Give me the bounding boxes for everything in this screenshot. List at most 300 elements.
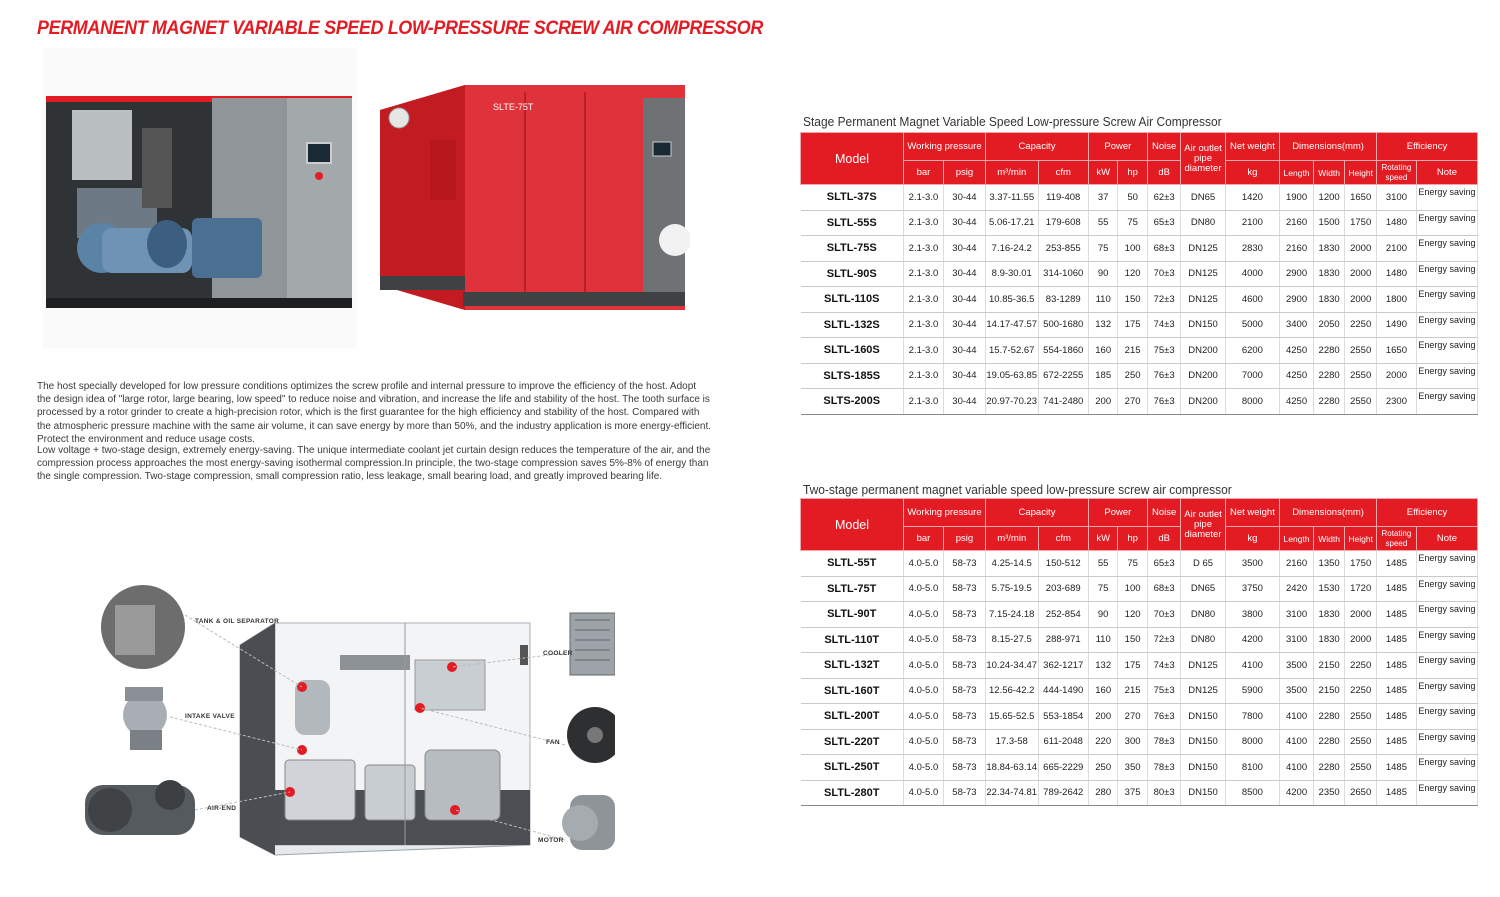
table-cell: 30-44 bbox=[943, 312, 985, 338]
table-cell: 2.1-3.0 bbox=[904, 338, 944, 364]
table-cell: DN200 bbox=[1181, 338, 1225, 364]
col-note: Note bbox=[1416, 161, 1477, 185]
table-cell: 10.24-34.47 bbox=[985, 653, 1038, 679]
table-cell: 1830 bbox=[1313, 627, 1345, 653]
table-cell: 2550 bbox=[1345, 389, 1377, 415]
table-cell: 215 bbox=[1118, 678, 1147, 704]
table-cell: Energy saving bbox=[1416, 236, 1477, 262]
table-cell: 3500 bbox=[1280, 653, 1314, 679]
table-cell: 672-2255 bbox=[1038, 363, 1088, 389]
table-cell: DN125 bbox=[1181, 261, 1225, 287]
col-noise: Noise bbox=[1147, 499, 1181, 527]
table-cell: 72±3 bbox=[1147, 627, 1181, 653]
table-cell: 8500 bbox=[1225, 780, 1280, 806]
table-cell: 74±3 bbox=[1147, 653, 1181, 679]
table-cell: DN65 bbox=[1181, 576, 1225, 602]
table-cell: 4.25-14.5 bbox=[985, 551, 1038, 577]
col-m3min: m³/min bbox=[985, 527, 1038, 551]
table-cell: 4250 bbox=[1280, 338, 1314, 364]
col-power: Power bbox=[1088, 499, 1147, 527]
table-cell: 14.17-47.57 bbox=[985, 312, 1038, 338]
table-cell: 250 bbox=[1088, 755, 1117, 781]
table-cell: 1420 bbox=[1225, 185, 1280, 211]
model-cell: SLTL-220T bbox=[801, 729, 904, 755]
part-label-motor: MOTOR bbox=[538, 837, 564, 844]
table-cell: 2900 bbox=[1280, 261, 1314, 287]
table-cell: 37 bbox=[1088, 185, 1117, 211]
table-cell: 7.15-24.18 bbox=[985, 602, 1038, 628]
table-cell: 7800 bbox=[1225, 704, 1280, 730]
single-stage-spec-table bbox=[800, 132, 1478, 415]
table-cell: 280 bbox=[1088, 780, 1117, 806]
part-label-air-end: AIR-END bbox=[207, 805, 237, 812]
model-cell: SLTL-132S bbox=[801, 312, 904, 338]
table-cell: 8000 bbox=[1225, 729, 1280, 755]
col-db: dB bbox=[1147, 527, 1181, 551]
table-cell: 2050 bbox=[1313, 312, 1345, 338]
table-cell: Energy saving bbox=[1416, 287, 1477, 313]
col-width: Width bbox=[1313, 527, 1345, 551]
table-cell: 314-1060 bbox=[1038, 261, 1088, 287]
table-cell: 4.0-5.0 bbox=[904, 627, 944, 653]
table-cell: 160 bbox=[1088, 338, 1117, 364]
table-cell: Energy saving bbox=[1416, 185, 1477, 211]
table-cell: 2000 bbox=[1345, 627, 1377, 653]
table-row bbox=[801, 261, 1478, 287]
table-cell: 2280 bbox=[1313, 389, 1345, 415]
product-label: SLTE-75T bbox=[493, 102, 534, 112]
col-power: Power bbox=[1088, 133, 1147, 161]
model-cell: SLTL-75T bbox=[801, 576, 904, 602]
table-cell: 4.0-5.0 bbox=[904, 576, 944, 602]
table-cell: 68±3 bbox=[1147, 576, 1181, 602]
table-cell: 4.0-5.0 bbox=[904, 729, 944, 755]
table-cell: Energy saving bbox=[1416, 363, 1477, 389]
table-cell: DN65 bbox=[1181, 185, 1225, 211]
col-psig: psig bbox=[943, 527, 985, 551]
table-row bbox=[801, 678, 1478, 704]
model-cell: SLTL-132T bbox=[801, 653, 904, 679]
table-cell: Energy saving bbox=[1416, 210, 1477, 236]
table-cell: Energy saving bbox=[1416, 576, 1477, 602]
table-cell: Energy saving bbox=[1416, 704, 1477, 730]
col-rotating-speed: Rotating speed bbox=[1376, 161, 1416, 185]
table-cell: 4200 bbox=[1225, 627, 1280, 653]
col-efficiency: Efficiency bbox=[1376, 499, 1477, 527]
two-stage-spec-table bbox=[800, 498, 1478, 806]
table-cell: 1650 bbox=[1376, 338, 1416, 364]
table-cell: 58-73 bbox=[943, 653, 985, 679]
table-cell: 7.16-24.2 bbox=[985, 236, 1038, 262]
part-label-fan: FAN bbox=[546, 739, 560, 746]
table-cell: 68±3 bbox=[1147, 236, 1181, 262]
col-width: Width bbox=[1313, 161, 1345, 185]
table-cell: 78±3 bbox=[1147, 755, 1181, 781]
table-cell: 75±3 bbox=[1147, 678, 1181, 704]
table-cell: 80±3 bbox=[1147, 780, 1181, 806]
table-cell: 58-73 bbox=[943, 576, 985, 602]
table-cell: 160 bbox=[1088, 678, 1117, 704]
table-cell: 1720 bbox=[1345, 576, 1377, 602]
table-cell: 1490 bbox=[1376, 312, 1416, 338]
table-row bbox=[801, 363, 1478, 389]
table-cell: 5900 bbox=[1225, 678, 1280, 704]
table-cell: 30-44 bbox=[943, 261, 985, 287]
table-cell: 5.75-19.5 bbox=[985, 576, 1038, 602]
table-cell: 8.15-27.5 bbox=[985, 627, 1038, 653]
table-cell: 4600 bbox=[1225, 287, 1280, 313]
table-cell: 4.0-5.0 bbox=[904, 678, 944, 704]
table-cell: 175 bbox=[1118, 653, 1147, 679]
table-cell: 2100 bbox=[1225, 210, 1280, 236]
table-cell: 2.1-3.0 bbox=[904, 261, 944, 287]
table-cell: 2280 bbox=[1313, 755, 1345, 781]
col-bar: bar bbox=[904, 161, 944, 185]
table-cell: 2420 bbox=[1280, 576, 1314, 602]
col-hp: hp bbox=[1118, 527, 1147, 551]
table-cell: 2150 bbox=[1313, 653, 1345, 679]
table-cell: DN150 bbox=[1181, 729, 1225, 755]
table-row bbox=[801, 312, 1478, 338]
table-cell: 83-1289 bbox=[1038, 287, 1088, 313]
table-cell: 203-689 bbox=[1038, 576, 1088, 602]
motor-image bbox=[562, 795, 615, 850]
table-cell: 72±3 bbox=[1147, 287, 1181, 313]
table-cell: 132 bbox=[1088, 312, 1117, 338]
table-cell: 58-73 bbox=[943, 704, 985, 730]
table-cell: 58-73 bbox=[943, 627, 985, 653]
table-cell: 1750 bbox=[1345, 551, 1377, 577]
table-cell: 110 bbox=[1088, 287, 1117, 313]
table-cell: 175 bbox=[1118, 312, 1147, 338]
col-model: Model bbox=[801, 133, 904, 185]
table-cell: 70±3 bbox=[1147, 602, 1181, 628]
table-cell: 2.1-3.0 bbox=[904, 236, 944, 262]
model-cell: SLTL-110S bbox=[801, 287, 904, 313]
table-cell: 1485 bbox=[1376, 653, 1416, 679]
table-cell: 30-44 bbox=[943, 389, 985, 415]
table-cell: DN80 bbox=[1181, 602, 1225, 628]
table-cell: 350 bbox=[1118, 755, 1147, 781]
description-paragraph-1: The host specially developed for low pressure conditions optimizes the screw profile and internal pressure to improve the efficiency of the host. Adopt the design idea of "large rotor, large bearing, low speed" to reduce noise and vibration, and increase the life and stability of the host. The tooth surface is processed by a rotor grinder to create a high-precision rotor, which is the first guarantee for the high efficiency and stability of the host. Compared with the atmospheric pressure machine with the same air volume, it can save energy by more than 50%, and the industry application is more energy-efficient. Protect the environment and reduce usage costs. bbox=[37, 381, 712, 445]
table-cell: 2150 bbox=[1313, 678, 1345, 704]
table-cell: 76±3 bbox=[1147, 704, 1181, 730]
table-cell: 2280 bbox=[1313, 704, 1345, 730]
table-cell: 110 bbox=[1088, 627, 1117, 653]
table-cell: 150 bbox=[1118, 287, 1147, 313]
col-cfm: cfm bbox=[1038, 161, 1088, 185]
col-bar: bar bbox=[904, 527, 944, 551]
closed-compressor-photo bbox=[375, 80, 690, 315]
table-cell: DN150 bbox=[1181, 312, 1225, 338]
model-cell: SLTS-185S bbox=[801, 363, 904, 389]
col-kg: kg bbox=[1225, 161, 1280, 185]
table-cell: 30-44 bbox=[943, 363, 985, 389]
table-cell: 12.56-42.2 bbox=[985, 678, 1038, 704]
table-cell: 2.1-3.0 bbox=[904, 185, 944, 211]
table-cell: 2000 bbox=[1345, 236, 1377, 262]
table-cell: 75±3 bbox=[1147, 338, 1181, 364]
table-cell: 1485 bbox=[1376, 627, 1416, 653]
table-cell: 1900 bbox=[1280, 185, 1314, 211]
table-cell: 2.1-3.0 bbox=[904, 389, 944, 415]
table-cell: 90 bbox=[1088, 261, 1117, 287]
table-cell: DN200 bbox=[1181, 389, 1225, 415]
table-cell: 200 bbox=[1088, 389, 1117, 415]
table-cell: Energy saving bbox=[1416, 780, 1477, 806]
table-row bbox=[801, 551, 1478, 577]
table-cell: DN125 bbox=[1181, 678, 1225, 704]
table-cell: 4.0-5.0 bbox=[904, 653, 944, 679]
table-cell: Energy saving bbox=[1416, 261, 1477, 287]
table-cell: 2550 bbox=[1345, 704, 1377, 730]
table-cell: 1485 bbox=[1376, 780, 1416, 806]
part-label-cooler: COOLER bbox=[543, 650, 573, 657]
table-cell: 1485 bbox=[1376, 576, 1416, 602]
table-cell: 7000 bbox=[1225, 363, 1280, 389]
table-cell: DN125 bbox=[1181, 653, 1225, 679]
table-cell: 2000 bbox=[1345, 287, 1377, 313]
table-row bbox=[801, 338, 1478, 364]
table-cell: 4250 bbox=[1280, 363, 1314, 389]
cooler-image bbox=[570, 613, 615, 675]
table-cell: 2000 bbox=[1376, 363, 1416, 389]
table-cell: 2250 bbox=[1345, 312, 1377, 338]
model-cell: SLTL-55T bbox=[801, 551, 904, 577]
table-cell: 4.0-5.0 bbox=[904, 780, 944, 806]
table-cell: 120 bbox=[1118, 261, 1147, 287]
table-cell: 362-1217 bbox=[1038, 653, 1088, 679]
col-height: Height bbox=[1345, 527, 1377, 551]
table-cell: DN80 bbox=[1181, 210, 1225, 236]
table-row bbox=[801, 389, 1478, 415]
table-cell: 2.1-3.0 bbox=[904, 363, 944, 389]
table-row bbox=[801, 236, 1478, 262]
table-cell: 1485 bbox=[1376, 755, 1416, 781]
table-cell: 2550 bbox=[1345, 363, 1377, 389]
table-cell: 2160 bbox=[1280, 210, 1314, 236]
table-cell: 4.0-5.0 bbox=[904, 602, 944, 628]
table-row bbox=[801, 210, 1478, 236]
model-cell: SLTL-110T bbox=[801, 627, 904, 653]
table-cell: 252-854 bbox=[1038, 602, 1088, 628]
table-cell: 2.1-3.0 bbox=[904, 287, 944, 313]
table-cell: 2.1-3.0 bbox=[904, 312, 944, 338]
model-cell: SLTL-90S bbox=[801, 261, 904, 287]
table-cell: Energy saving bbox=[1416, 389, 1477, 415]
table-cell: 1830 bbox=[1313, 236, 1345, 262]
table-cell: D 65 bbox=[1181, 551, 1225, 577]
table-cell: 30-44 bbox=[943, 210, 985, 236]
model-cell: SLTL-160T bbox=[801, 678, 904, 704]
col-net-weight: Net weight bbox=[1225, 499, 1280, 527]
model-cell: SLTL-200T bbox=[801, 704, 904, 730]
table-cell: 76±3 bbox=[1147, 389, 1181, 415]
table-cell: 3800 bbox=[1225, 602, 1280, 628]
table-cell: 4100 bbox=[1280, 704, 1314, 730]
col-kw: kW bbox=[1088, 527, 1117, 551]
table-cell: 270 bbox=[1118, 704, 1147, 730]
col-note: Note bbox=[1416, 527, 1477, 551]
table-cell: 2550 bbox=[1345, 729, 1377, 755]
table-cell: 2280 bbox=[1313, 363, 1345, 389]
table-cell: 1485 bbox=[1376, 602, 1416, 628]
table-cell: 62±3 bbox=[1147, 185, 1181, 211]
table-cell: 2160 bbox=[1280, 551, 1314, 577]
table-cell: 553-1854 bbox=[1038, 704, 1088, 730]
table-cell: 58-73 bbox=[943, 755, 985, 781]
table-cell: Energy saving bbox=[1416, 678, 1477, 704]
table-cell: DN150 bbox=[1181, 755, 1225, 781]
table-cell: 220 bbox=[1088, 729, 1117, 755]
table-cell: 2.1-3.0 bbox=[904, 210, 944, 236]
col-length: Length bbox=[1280, 527, 1314, 551]
table-cell: 4250 bbox=[1280, 389, 1314, 415]
col-capacity: Capacity bbox=[985, 133, 1088, 161]
table-cell: 55 bbox=[1088, 551, 1117, 577]
col-net-weight: Net weight bbox=[1225, 133, 1280, 161]
table-cell: 3100 bbox=[1280, 627, 1314, 653]
table-cell: 1485 bbox=[1376, 729, 1416, 755]
col-hp: hp bbox=[1118, 161, 1147, 185]
col-rotating-speed: Rotating speed bbox=[1376, 527, 1416, 551]
table-cell: 444-1490 bbox=[1038, 678, 1088, 704]
table-cell: DN150 bbox=[1181, 780, 1225, 806]
table-cell: 554-1860 bbox=[1038, 338, 1088, 364]
part-label-tank: TANK & OIL SEPARATOR bbox=[195, 618, 280, 625]
table-cell: 2550 bbox=[1345, 755, 1377, 781]
table-cell: 58-73 bbox=[943, 602, 985, 628]
table-cell: 1800 bbox=[1376, 287, 1416, 313]
table-cell: 665-2229 bbox=[1038, 755, 1088, 781]
col-m3min: m³/min bbox=[985, 161, 1038, 185]
table-row bbox=[801, 602, 1478, 628]
table-cell: Energy saving bbox=[1416, 729, 1477, 755]
table-cell: 6200 bbox=[1225, 338, 1280, 364]
col-noise: Noise bbox=[1147, 133, 1181, 161]
components-diagram bbox=[75, 575, 615, 875]
table-cell: 1650 bbox=[1345, 185, 1377, 211]
table-row bbox=[801, 729, 1478, 755]
table-cell: 3100 bbox=[1376, 185, 1416, 211]
table-cell: 58-73 bbox=[943, 551, 985, 577]
table-cell: 20.97-70.23 bbox=[985, 389, 1038, 415]
table-cell: 30-44 bbox=[943, 236, 985, 262]
col-cfm: cfm bbox=[1038, 527, 1088, 551]
table-cell: 3100 bbox=[1280, 602, 1314, 628]
table-cell: 1530 bbox=[1313, 576, 1345, 602]
table-cell: 74±3 bbox=[1147, 312, 1181, 338]
table-cell: 741-2480 bbox=[1038, 389, 1088, 415]
table-cell: 17.3-58 bbox=[985, 729, 1038, 755]
table-cell: DN150 bbox=[1181, 704, 1225, 730]
table-row bbox=[801, 653, 1478, 679]
table-cell: 8000 bbox=[1225, 389, 1280, 415]
table-cell: 75 bbox=[1118, 551, 1147, 577]
air-end-image bbox=[85, 780, 195, 835]
table-cell: 4.0-5.0 bbox=[904, 755, 944, 781]
col-working-pressure: Working pressure bbox=[904, 499, 986, 527]
table-cell: 2280 bbox=[1313, 338, 1345, 364]
table-cell: 611-2048 bbox=[1038, 729, 1088, 755]
table-cell: 22.34-74.81 bbox=[985, 780, 1038, 806]
table-cell: 119-408 bbox=[1038, 185, 1088, 211]
col-dimensions: Dimensions(mm) bbox=[1280, 133, 1377, 161]
table-cell: 4100 bbox=[1225, 653, 1280, 679]
table-cell: 2000 bbox=[1345, 261, 1377, 287]
table-cell: 65±3 bbox=[1147, 551, 1181, 577]
table-cell: 5000 bbox=[1225, 312, 1280, 338]
table-cell: 288-971 bbox=[1038, 627, 1088, 653]
table-cell: 30-44 bbox=[943, 287, 985, 313]
table-cell: 2650 bbox=[1345, 780, 1377, 806]
table-cell: 30-44 bbox=[943, 185, 985, 211]
col-kw: kW bbox=[1088, 161, 1117, 185]
table-cell: Energy saving bbox=[1416, 312, 1477, 338]
col-psig: psig bbox=[943, 161, 985, 185]
col-air-outlet: Air outlet pipe diameter bbox=[1181, 133, 1225, 185]
table-cell: 1485 bbox=[1376, 704, 1416, 730]
table-cell: 8.9-30.01 bbox=[985, 261, 1038, 287]
table-cell: 3500 bbox=[1280, 678, 1314, 704]
table-cell: 270 bbox=[1118, 389, 1147, 415]
col-air-outlet: Air outlet pipe diameter bbox=[1181, 499, 1225, 551]
table-cell: 2900 bbox=[1280, 287, 1314, 313]
table-cell: 65±3 bbox=[1147, 210, 1181, 236]
part-label-intake-valve: INTAKE VALVE bbox=[185, 713, 235, 720]
model-cell: SLTL-160S bbox=[801, 338, 904, 364]
col-kg: kg bbox=[1225, 527, 1280, 551]
table-cell: 185 bbox=[1088, 363, 1117, 389]
description-paragraph-2: Low voltage + two-stage design, extremely energy-saving. The unique intermediate coolant jet curtain design reduces the temperature of the air, and the compression process approaches the most energy-saving isothermal compression.In principle, the two-stage compression saves 5%-8% of energy than the single compression. Two-stage compression, small compression ratio, less leakage, small bearing load, and greatly improved bearing life. bbox=[37, 445, 711, 483]
table-cell: 1830 bbox=[1313, 287, 1345, 313]
table-cell: 15.7-52.67 bbox=[985, 338, 1038, 364]
model-cell: SLTL-90T bbox=[801, 602, 904, 628]
model-cell: SLTL-37S bbox=[801, 185, 904, 211]
table-cell: 3500 bbox=[1225, 551, 1280, 577]
col-db: dB bbox=[1147, 161, 1181, 185]
table-cell: 1485 bbox=[1376, 678, 1416, 704]
table-cell: 2350 bbox=[1313, 780, 1345, 806]
table-row bbox=[801, 780, 1478, 806]
col-height: Height bbox=[1345, 161, 1377, 185]
table-cell: 1500 bbox=[1313, 210, 1345, 236]
table-cell: 4200 bbox=[1280, 780, 1314, 806]
table-cell: DN200 bbox=[1181, 363, 1225, 389]
table-row bbox=[801, 627, 1478, 653]
table-row bbox=[801, 576, 1478, 602]
table-cell: 2300 bbox=[1376, 389, 1416, 415]
table-cell: 5.06-17.21 bbox=[985, 210, 1038, 236]
fan-image bbox=[567, 707, 615, 763]
table-cell: 2250 bbox=[1345, 653, 1377, 679]
table-cell: 120 bbox=[1118, 602, 1147, 628]
model-cell: SLTL-75S bbox=[801, 236, 904, 262]
table-cell: 1830 bbox=[1313, 261, 1345, 287]
table-cell: 150 bbox=[1118, 627, 1147, 653]
model-cell: SLTL-280T bbox=[801, 780, 904, 806]
table-cell: 3.37-11.55 bbox=[985, 185, 1038, 211]
col-model: Model bbox=[801, 499, 904, 551]
table-cell: 253-855 bbox=[1038, 236, 1088, 262]
table-cell: 2160 bbox=[1280, 236, 1314, 262]
table-cell: 4100 bbox=[1280, 729, 1314, 755]
col-efficiency: Efficiency bbox=[1376, 133, 1477, 161]
table-cell: 75 bbox=[1118, 210, 1147, 236]
table-cell: 2000 bbox=[1345, 602, 1377, 628]
table2-title: Two-stage permanent magnet variable speed low-pressure screw air compressor bbox=[803, 482, 1232, 497]
table-row bbox=[801, 287, 1478, 313]
